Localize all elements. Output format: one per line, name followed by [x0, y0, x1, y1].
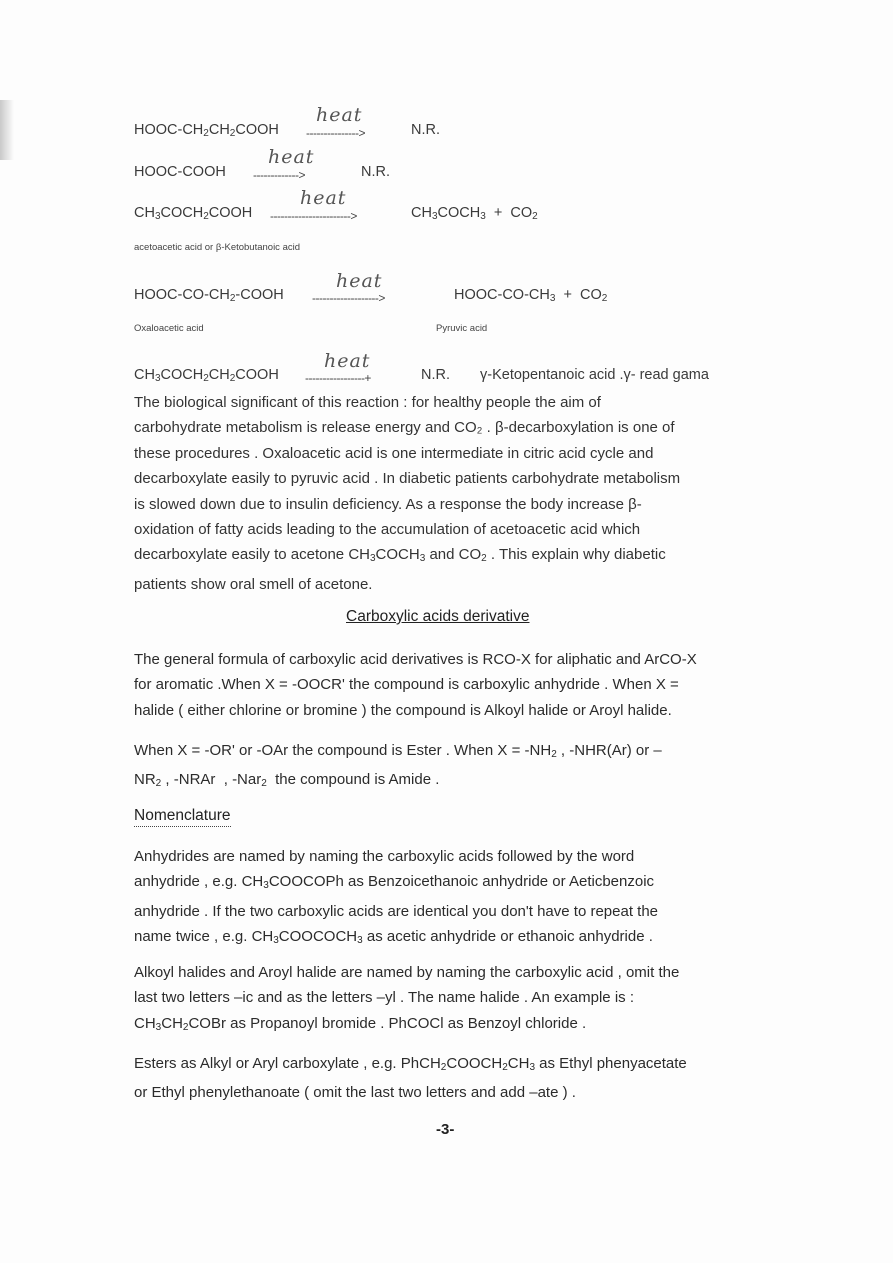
general-formula-paragraph	[134, 647, 764, 723]
text-line: these procedures . Oxaloacetic acid is one intermediate in citric acid cycle and	[134, 444, 654, 462]
reaction-1-heat-label: heat	[316, 104, 363, 126]
text-line: oxidation of fatty acids leading to the accumulation of acetoacetic acid which	[134, 521, 641, 539]
biological-significance-paragraph	[134, 390, 764, 597]
text-line: is slowed down due to insulin deficiency. As a response the body increase β-	[134, 495, 642, 513]
text-line: decarboxylate easily to pyruvic acid . In diabetic patients carbohydrate metabolism	[134, 470, 681, 488]
reaction-4-arrow: ------------------->	[312, 291, 385, 305]
reaction-5-note: γ-Ketopentanoic acid .γ- read gama	[480, 367, 709, 383]
text-line: for aromatic .When X = -OOCR' the compound is carboxylic anhydride . When X =	[134, 676, 679, 694]
reaction-3-heat-label: heat	[300, 187, 347, 209]
ester-amide-paragraph	[134, 738, 764, 797]
text-line: halide ( either chlorine or bromine ) the compound is Alkoyl halide or Aroyl halide.	[134, 701, 672, 719]
page-number: -3-	[436, 1121, 455, 1138]
text-line: When X = -OR' or -OAr the compound is Ester . When $X = -NH_2$ , -NHR(Ar) or –	[134, 742, 662, 760]
reaction-4-caption-left: Oxaloacetic acid	[134, 323, 204, 334]
text-line: anhydride . If the two carboxylic acids are identical you don't have to repeat the	[134, 902, 659, 920]
text-line: The general formula of carboxylic acid derivatives is RCO-X for aliphatic and ArCO-X	[134, 651, 697, 668]
text-line: Anhydrides are named by naming the carboxylic acids followed by the word	[134, 848, 635, 865]
reaction-1-reactant: HOOC-$CH_2CH_2COOH$	[134, 122, 279, 139]
reaction-4-heat-label: heat	[336, 270, 383, 292]
scan-edge-shadow	[0, 100, 14, 160]
reaction-2-arrow: ------------->	[253, 168, 305, 182]
reaction-5-product: N.R.	[421, 367, 450, 383]
text-line: or Ethyl phenylethanoate ( omit the last two letters and add –ate ) .	[134, 1084, 576, 1102]
text-line: $NR_2$ , -NRAr , -Nar$_2$ the compound is Amide .	[134, 771, 440, 790]
anhydrides-paragraph	[134, 844, 764, 954]
text-line: anhydride , e.g. $CH_3COOCOPh$ as Benzoicethanoic anhydride or Aeticbenzoic	[134, 873, 655, 892]
text-line: Alkoyl halides and Aroyl halide are named by naming the carboxylic acid , omit the	[134, 964, 680, 981]
text-line: decarboxylate easily to acetone $CH_3COCH_3$ and $CO_2$ . This explain why diabetic	[134, 546, 666, 565]
reaction-3-product: $CH_3COCH_3 + CO_2$	[411, 205, 538, 222]
text-line: last two letters –ic and as the letters –yl . The name halide . An example is :	[134, 989, 634, 1007]
nomenclature-heading: Nomenclature	[134, 806, 231, 827]
reaction-1-arrow: --------------->	[306, 126, 365, 140]
text-line: $CH_3CH_2COBr$ as Propanoyl bromide . PhCOCl as Benzoyl chloride .	[134, 1014, 587, 1033]
reaction-3-arrow: ----------------------->	[270, 209, 357, 223]
reaction-2-product: N.R.	[361, 164, 390, 180]
reaction-5-arrow: -----------------+	[305, 371, 371, 385]
reaction-2-heat-label: heat	[268, 146, 315, 168]
reaction-2-reactant: HOOC-COOH	[134, 164, 226, 180]
section-heading: Carboxylic acids derivative	[346, 608, 530, 625]
text-line: The biological significant of this reaction : for healthy people the aim of	[134, 394, 601, 411]
reaction-1-product: N.R.	[411, 122, 440, 138]
text-line: Esters as Alkyl or Aryl carboxylate , e.g. $PhCH_2COOCH_2CH_3$ as Ethyl phenyacetate	[134, 1055, 687, 1073]
reaction-5-heat-label: heat	[324, 350, 371, 372]
reaction-4-product: HOOC-$CO-CH_3 + CO_2$	[454, 287, 608, 304]
esters-paragraph	[134, 1051, 764, 1106]
reaction-4-reactant: HOOC-$CO-CH_2$-COOH	[134, 287, 284, 304]
reaction-3-reactant: $CH_3COCH_2COOH$	[134, 205, 253, 222]
alkoyl-halides-paragraph	[134, 960, 764, 1040]
reaction-3-caption: acetoacetic acid or β-Ketobutanoic acid	[134, 242, 301, 253]
reaction-5-reactant: $CH_3COCH_2CH_2COOH$	[134, 367, 279, 384]
text-line: name twice , e.g. $CH_3COOCOCH_3$ as acetic anhydride or ethanoic anhydride .	[134, 928, 653, 947]
reaction-4-caption-right: Pyruvic acid	[436, 323, 488, 334]
text-line: carbohydrate metabolism is release energy and CO₂ . β-decarboxylation is one of	[134, 419, 675, 437]
text-line: patients show oral smell of acetone.	[134, 575, 373, 593]
